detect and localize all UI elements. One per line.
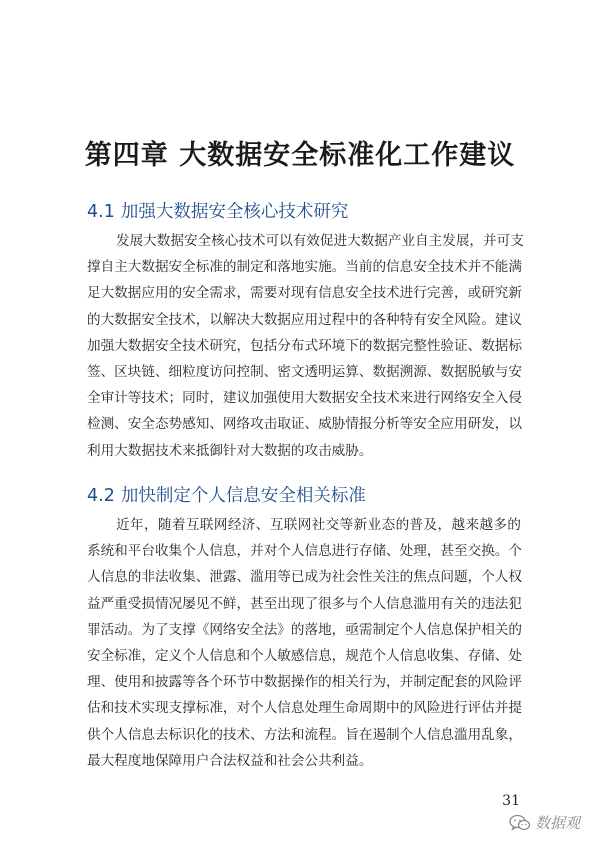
watermark-text: 数据观 <box>534 814 580 832</box>
paragraph-line: 的大数据安全技术，以解决大数据应用过程中的各种特有安全风险。建议 <box>87 311 522 328</box>
paragraph-line: 估和技术实现支撑标准，对个人信息处理生命周期中的风险进行评估并提 <box>87 700 522 717</box>
paragraph-line: 罪活动。为了支撑《网络安全法》的落地，亟需制定个人信息保护相关的 <box>87 621 522 638</box>
paragraph-line: 最大程度地保障用户合法权益和社会公共利益。 <box>87 752 373 769</box>
paragraph-line: 足大数据应用的安全需求，需要对现有信息安全技术进行完善，或研究新 <box>87 285 522 302</box>
section-title: 加强大数据安全核心技术研究 <box>120 202 349 222</box>
section-heading-4-2 <box>87 482 366 507</box>
paragraph-line: 发展大数据安全核心技术可以有效促进大数据产业自主发展，并可支 <box>116 233 524 249</box>
section-number: 4.1 <box>87 202 115 222</box>
paragraph-line: 益严重受损情况屡见不鲜，甚至出现了很多与个人信息滥用有关的违法犯 <box>87 595 522 612</box>
paragraph-line: 安全标准，定义个人信息和个人敏感信息，规范个人信息收集、存储、处 <box>87 647 522 664</box>
chapter-title: 第四章 大数据安全标准化工作建议 <box>84 140 516 171</box>
paragraph-line: 供个人信息去标识化的技术、方法和流程。旨在遏制个人信息滥用乱象， <box>87 726 522 743</box>
paragraph-line: 系统和平台收集个人信息，并对个人信息进行存储、处理，甚至交换。个 <box>87 543 522 560</box>
paragraph-line: 签、区块链、细粒度访问控制、密文透明运算、数据溯源、数据脱敏与安 <box>87 363 522 380</box>
section-4-1-paragraph <box>87 228 524 464</box>
paragraph-line: 撑自主大数据安全标准的制定和落地实施。当前的信息安全技术并不能满 <box>87 259 522 276</box>
section-number: 4.2 <box>87 486 115 506</box>
section-title: 加快制定个人信息安全相关标准 <box>120 486 366 506</box>
paragraph-line: 检测、安全态势感知、网络攻击取证、威胁情报分析等安全应用研发，以 <box>87 416 522 433</box>
section-4-2-paragraph <box>87 512 521 774</box>
watermark <box>509 812 580 833</box>
section-heading-4-1 <box>87 198 348 223</box>
paragraph-line: 加强大数据安全技术研究，包括分布式环境下的数据完整性验证、数据标 <box>87 337 522 354</box>
paragraph-line: 理、使用和披露等各个环节中数据操作的相关行为，并制定配套的风险评 <box>87 674 522 691</box>
wechat-icon <box>509 814 531 832</box>
paragraph-line: 利用大数据技术来抵御针对大数据的攻击威胁。 <box>87 442 373 459</box>
page-number: 31 <box>502 793 520 809</box>
paragraph-line: 全审计等技术；同时，建议加强使用大数据安全技术来进行网络安全入侵 <box>87 390 522 407</box>
paragraph-line: 人信息的非法收集、泄露、滥用等已成为社会性关注的焦点问题，个人权 <box>87 569 522 586</box>
paragraph-line: 近年，随着互联网经济、互联网社交等新业态的普及，越来越多的 <box>116 517 521 533</box>
